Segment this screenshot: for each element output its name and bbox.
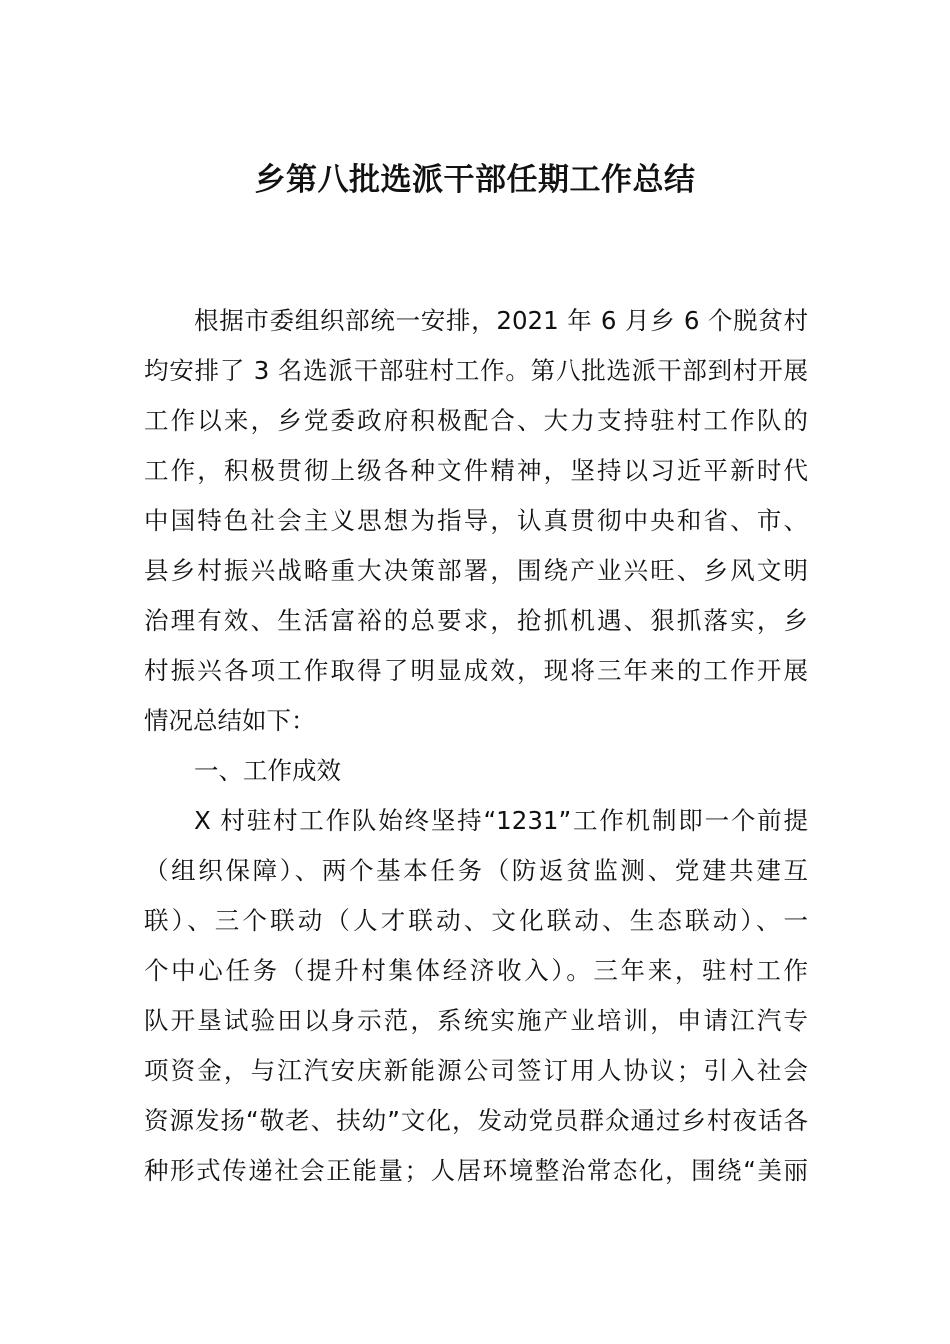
document-body xyxy=(144,296,808,1196)
paragraph-line: 均安排了 3 名选派干部驻村工作。第八批选派干部到村开展 xyxy=(144,356,808,385)
paragraph-line: 村振兴各项工作取得了明显成效，现将三年来的工作开展 xyxy=(144,656,808,685)
paragraph-line: 个中心任务（提升村集体经济收入）。三年来，驻村工作 xyxy=(144,956,808,985)
paragraph-line: 治理有效、生活富裕的总要求，抢抓机遇、狠抓落实，乡 xyxy=(144,606,808,635)
section-heading: 一、工作成效 xyxy=(194,756,341,785)
paragraph-line: （组织保障）、两个基本任务（防返贫监测、党建共建互 xyxy=(144,856,808,885)
paragraph-line: X 村驻村工作队始终坚持“1231”工作机制即一个前提 xyxy=(194,806,808,835)
paragraph-line: 县乡村振兴战略重大决策部署，围绕产业兴旺、乡风文明 xyxy=(144,556,808,585)
paragraph-line: 工作以来，乡党委政府积极配合、大力支持驻村工作队的 xyxy=(144,406,808,435)
paragraph-line: 根据市委组织部统一安排，2021 年 6 月乡 6 个脱贫村 xyxy=(194,306,808,335)
paragraph-line: 情况总结如下： xyxy=(144,706,316,735)
paragraph-line: 资源发扬“敬老、扶幼”文化，发动党员群众通过乡村夜话各 xyxy=(144,1106,808,1135)
paragraph-line: 项资金，与江汽安庆新能源公司签订用人协议；引入社会 xyxy=(144,1056,808,1085)
paragraph-line: 联）、三个联动（人才联动、文化联动、生态联动）、一 xyxy=(144,906,808,935)
paragraph-line: 队开垦试验田以身示范，系统实施产业培训，申请江汽专 xyxy=(144,1006,808,1035)
paragraph-line: 种形式传递社会正能量；人居环境整治常态化，围绕“美丽 xyxy=(144,1156,808,1185)
paragraph-line: 中国特色社会主义思想为指导，认真贯彻中央和省、市、 xyxy=(144,506,808,535)
paragraph-line: 工作，积极贯彻上级各种文件精神，坚持以习近平新时代 xyxy=(144,456,808,485)
document-title: 乡第八批选派干部任期工作总结 xyxy=(254,162,696,198)
